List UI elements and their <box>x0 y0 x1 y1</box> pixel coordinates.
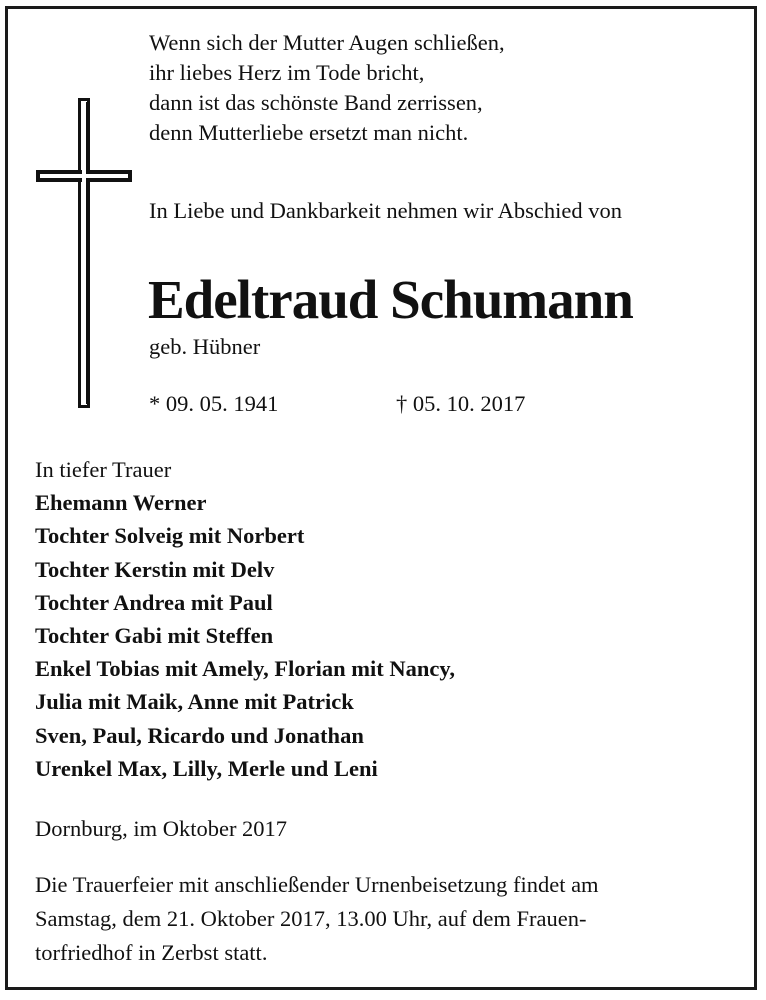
mourner-line: Tochter Andrea mit Paul <box>35 589 273 615</box>
funeral-line: torfriedhof in Zerbst statt. <box>35 940 268 965</box>
funeral-line: Samstag, dem 21. Oktober 2017, 13.00 Uhr, auf dem Frauen- <box>35 906 587 931</box>
mourner-line: Tochter Solveig mit Norbert <box>35 523 305 549</box>
poem-line: Wenn sich der Mutter Augen schließen, <box>149 30 505 55</box>
mourners-intro: In tiefer Trauer <box>35 457 172 482</box>
mourner-line: Sven, Paul, Ricardo und Jonathan <box>35 722 364 748</box>
poem-line: ihr liebes Herz im Tode bricht, <box>149 60 425 85</box>
funeral-line: Die Trauerfeier mit anschließender Urnenbeisetzung findet am <box>35 872 599 897</box>
place-date: Dornburg, im Oktober 2017 <box>35 816 288 841</box>
mourner-line: Ehemann Werner <box>35 490 207 516</box>
death-date: † 05. 10. 2017 <box>396 391 526 416</box>
poem <box>149 28 505 148</box>
funeral-info <box>35 868 735 970</box>
mourner-line: Julia mit Maik, Anne mit Patrick <box>35 689 354 715</box>
mourner-line: Enkel Tobias mit Amely, Florian mit Nancy, <box>35 656 456 682</box>
mourner-line: Tochter Gabi mit Steffen <box>35 623 274 649</box>
mourners-list <box>35 453 455 785</box>
deceased-name: Edeltraud Schumann <box>148 269 633 330</box>
poem-line: denn Mutterliebe ersetzt man nicht. <box>149 120 469 145</box>
poem-line: dann ist das schönste Band zerrissen, <box>149 90 483 115</box>
birth-name: geb. Hübner <box>149 334 261 359</box>
mourner-line: Urenkel Max, Lilly, Merle und Leni <box>35 755 378 781</box>
mourner-line: Tochter Kerstin mit Delv <box>35 556 275 582</box>
birth-date: * 09. 05. 1941 <box>149 391 279 416</box>
cross-icon <box>36 98 132 408</box>
farewell-text: In Liebe und Dankbarkeit nehmen wir Abschied von <box>149 198 622 223</box>
